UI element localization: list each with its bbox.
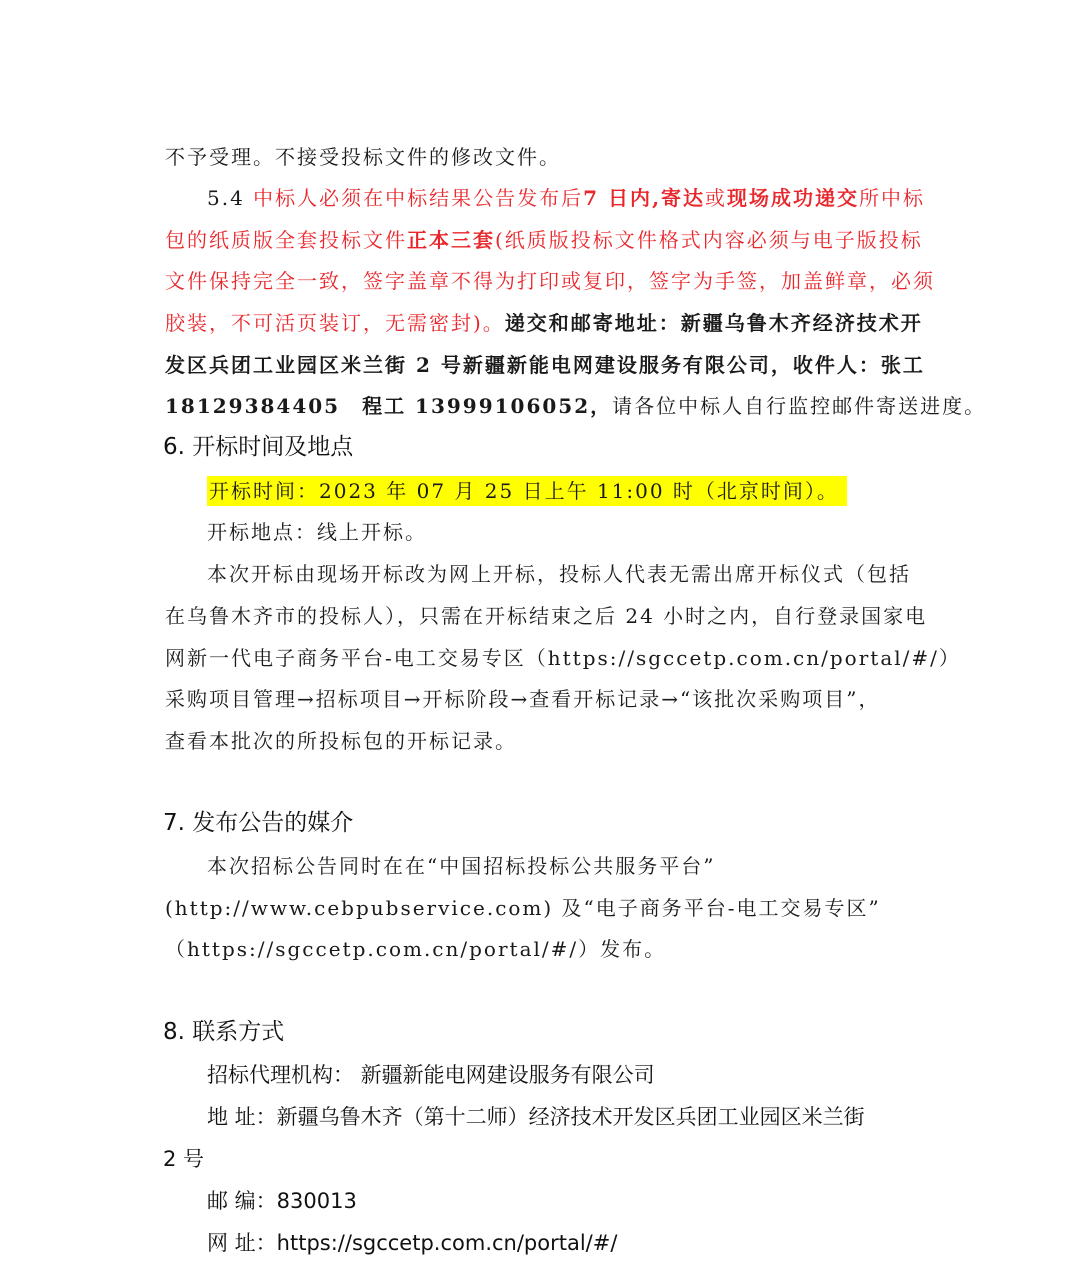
text-run: 请各位中标人自行监控邮件寄送进度。 — [612, 394, 987, 418]
clause-5-4-line — [207, 185, 967, 211]
opening-time — [207, 478, 967, 504]
section-heading-8: 8. 联系方式 — [163, 1019, 285, 1045]
paragraph-line: （https://sgccetp.com.cn/portal/#/）发布。 — [165, 937, 667, 961]
clause-5-4-line — [165, 227, 925, 253]
paragraph-line: 查看本批次的所投标包的开标记录。 — [165, 729, 517, 753]
text-run: 现场成功递交 — [727, 186, 860, 210]
phone-number: 程工 13999106052， — [362, 394, 613, 418]
paragraph-line: 采购项目管理→招标项目→开标阶段→查看开标记录→“该批次采购项目”， — [165, 687, 881, 711]
text-run: 中标人必须在中标结果公告发布后 — [253, 186, 584, 210]
paragraph-line: 网新一代电子商务平台-电工交易专区（https://sgccetp.com.cn/portal/#/） — [165, 646, 961, 670]
text-run: 正本三套 — [407, 228, 495, 252]
text-run: 胶装，不可活页装订，无需密封)。 — [165, 311, 505, 335]
opening-place: 开标地点：线上开标。 — [207, 520, 427, 544]
clause-5-4-line: 文件保持完全一致，签字盖章不得为打印或复印，签字为手签，加盖鲜章，必须 — [165, 269, 935, 293]
text-run: 7 日内 — [583, 186, 653, 210]
text-run: 递交和邮寄地址：新疆乌鲁木齐经济技术开 — [504, 311, 923, 335]
text-run: 寄达 — [661, 186, 706, 210]
section-heading-7: 7. 发布公告的媒介 — [163, 810, 354, 836]
address-line: 2 号 — [163, 1147, 205, 1171]
address-line: 地 址：新疆乌鲁木齐（第十二师）经济技术开发区兵团工业园区米兰街 — [207, 1105, 865, 1129]
text-run: 或 — [705, 186, 728, 210]
text-run: , — [652, 186, 662, 210]
paragraph-line: 在乌鲁木齐市的投标人），只需在开标结束之后 24 小时之内，自行登录国家电 — [165, 604, 928, 628]
phone-number: 18129384405 — [165, 394, 341, 418]
postcode-line: 邮 编：830013 — [207, 1189, 357, 1213]
paragraph-line: (http://www.cebpubservice.com) 及“电子商务平台-电工交易专区” — [165, 896, 881, 920]
paragraph-line: 不予受理。不接受投标文件的修改文件。 — [165, 145, 561, 169]
paragraph-line: 本次招标公告同时在在“中国招标投标公共服务平台” — [207, 854, 716, 878]
website-line: 网 址：https://sgccetp.com.cn/portal/#/ — [207, 1231, 618, 1255]
clause-5-4-line: 发区兵团工业园区米兰街 2 号新疆新能电网建设服务有限公司，收件人：张工 — [165, 353, 925, 377]
highlighted-text: 开标时间：2023 年 07 月 25 日上午 11:00 时（北京时间）。 — [207, 476, 847, 506]
clause-5-4-line — [165, 393, 987, 419]
text-run: (纸质版投标文件格式内容必须与电子版投标 — [495, 228, 923, 252]
paragraph-line: 本次开标由现场开标改为网上开标，投标人代表无需出席开标仪式（包括 — [207, 562, 911, 586]
section-heading-6: 6. 开标时间及地点 — [163, 434, 354, 460]
text-run: 包的纸质版全套投标文件 — [165, 228, 407, 252]
agency-line: 招标代理机构： 新疆新能电网建设服务有限公司 — [207, 1063, 655, 1087]
clause-number: 5.4 — [207, 186, 254, 210]
text-run: 所中标 — [859, 186, 926, 210]
clause-5-4-line — [165, 310, 925, 336]
